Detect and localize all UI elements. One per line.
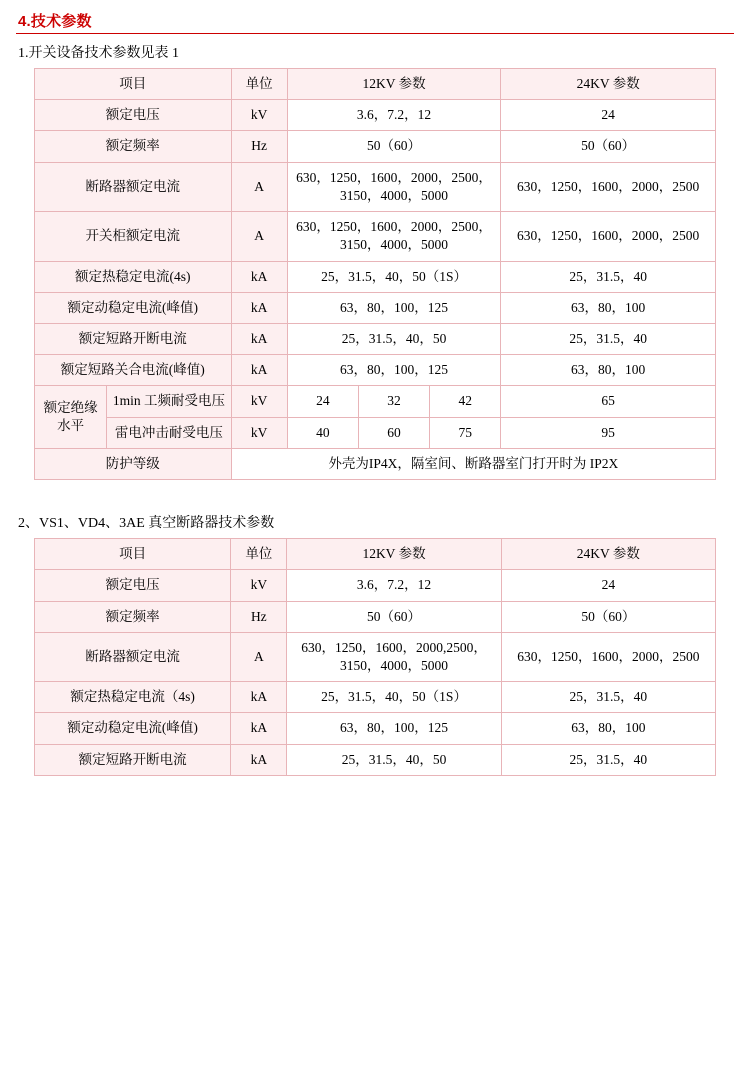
row-12kv: 25，31.5，40，50（1S） [287, 261, 501, 292]
row-12kv-a: 24 [287, 386, 358, 417]
row-24kv: 25，31.5，40 [501, 744, 715, 775]
row-12kv: 630，1250，1600，2000，2500，3150，4000，5000 [287, 212, 501, 261]
row-unit: A [231, 212, 287, 261]
row-unit: kV [231, 417, 287, 448]
row-unit: kV [231, 570, 287, 601]
table-row-insulation-2 [35, 417, 716, 448]
row-unit: kA [231, 323, 287, 354]
row-12kv: 50（60） [287, 131, 501, 162]
row-12kv: 3.6，7.2，12 [287, 100, 501, 131]
table-row-protection [35, 448, 716, 479]
row-unit: A [231, 632, 287, 681]
row-24kv: 630，1250，1600，2000，2500 [501, 162, 716, 211]
row-item: 额定电压 [35, 100, 232, 131]
header-unit: 单位 [231, 69, 287, 100]
table-row-insulation-1 [35, 386, 716, 417]
row-12kv-b: 32 [358, 386, 429, 417]
row-24kv: 630，1250，1600，2000，2500 [501, 632, 715, 681]
row-24kv: 25，31.5，40 [501, 323, 716, 354]
table-row [35, 261, 716, 292]
table-row [35, 632, 716, 681]
row-item: 额定短路开断电流 [35, 744, 231, 775]
row-item: 额定热稳定电流（4s) [35, 682, 231, 713]
row-item: 额定短路关合电流(峰值) [35, 355, 232, 386]
row-24kv: 63，80，100 [501, 355, 716, 386]
table2-caption: 2、VS1、VD4、3AE 真空断路器技术参数 [18, 516, 275, 532]
row-unit: kA [231, 261, 287, 292]
row-12kv: 630，1250，1600，2000,2500，3150，4000，5000 [287, 632, 501, 681]
row-item: 断路器额定电流 [35, 162, 232, 211]
row-item: 开关柜额定电流 [35, 212, 232, 261]
row-item: 额定频率 [35, 131, 232, 162]
row-12kv-b: 60 [358, 417, 429, 448]
row-item: 额定动稳定电流(峰值) [35, 713, 231, 744]
row-24kv: 63，80，100 [501, 713, 715, 744]
row-item: 防护等级 [35, 448, 232, 479]
table-row [35, 323, 716, 354]
row-unit: kA [231, 744, 287, 775]
table-row [35, 682, 716, 713]
table-row [35, 570, 716, 601]
header-12kv: 12KV 参数 [287, 539, 501, 570]
row-24kv: 25，31.5，40 [501, 261, 716, 292]
header-24kv: 24KV 参数 [501, 539, 715, 570]
table-row [35, 744, 716, 775]
row-12kv: 25，31.5，40，50 [287, 323, 501, 354]
header-item: 项目 [35, 539, 231, 570]
row-24kv: 50（60） [501, 601, 715, 632]
table-switchgear-specs [34, 68, 716, 480]
table-row [35, 162, 716, 211]
table-row [35, 355, 716, 386]
table1-caption: 1.开关设备技术参数见表 1 [18, 46, 179, 61]
table-row [35, 131, 716, 162]
row-unit: Hz [231, 601, 287, 632]
spacer [16, 480, 734, 508]
row-value: 外壳为IP4X，隔室间、断路器室门打开时为 IP2X [231, 448, 715, 479]
row-unit: kV [231, 100, 287, 131]
table-row [35, 212, 716, 261]
insulation-group-label: 额定绝缘水平 [35, 386, 107, 448]
row-unit: Hz [231, 131, 287, 162]
row-item: 额定短路开断电流 [35, 323, 232, 354]
row-item: 1min 工频耐受电压 [107, 386, 231, 417]
row-unit: kA [231, 292, 287, 323]
row-item: 雷电冲击耐受电压 [107, 417, 231, 448]
row-12kv: 50（60） [287, 601, 501, 632]
table-vacuum-breaker-specs [34, 538, 716, 776]
row-12kv: 63，80，100，125 [287, 713, 501, 744]
row-24kv: 25，31.5，40 [501, 682, 715, 713]
row-12kv: 25，31.5，40，50 [287, 744, 501, 775]
row-unit: A [231, 162, 287, 211]
table-header-row [35, 69, 716, 100]
row-24kv: 24 [501, 570, 715, 601]
header-unit: 单位 [231, 539, 287, 570]
table-row [35, 713, 716, 744]
table-row [35, 292, 716, 323]
row-item: 额定动稳定电流(峰值) [35, 292, 232, 323]
row-item: 额定频率 [35, 601, 231, 632]
row-unit: kA [231, 355, 287, 386]
row-24kv: 65 [501, 386, 716, 417]
row-12kv-c: 42 [430, 386, 501, 417]
table-row [35, 601, 716, 632]
row-item: 额定热稳定电流(4s) [35, 261, 232, 292]
row-24kv: 63，80，100 [501, 292, 716, 323]
row-12kv-a: 40 [287, 417, 358, 448]
row-12kv: 25，31.5，40，50（1S） [287, 682, 501, 713]
table-row [35, 100, 716, 131]
row-unit: kV [231, 386, 287, 417]
page-title: 4.技术参数 [18, 13, 92, 30]
row-12kv-c: 75 [430, 417, 501, 448]
row-24kv: 50（60） [501, 131, 716, 162]
header-24kv: 24KV 参数 [501, 69, 716, 100]
row-12kv: 63，80，100，125 [287, 355, 501, 386]
row-12kv: 3.6，7.2，12 [287, 570, 501, 601]
header-item: 项目 [35, 69, 232, 100]
row-24kv: 630，1250，1600，2000，2500 [501, 212, 716, 261]
row-24kv: 24 [501, 100, 716, 131]
row-unit: kA [231, 682, 287, 713]
row-12kv: 63，80，100，125 [287, 292, 501, 323]
table-header-row [35, 539, 716, 570]
row-24kv: 95 [501, 417, 716, 448]
row-12kv: 630，1250，1600，2000，2500，3150，4000，5000 [287, 162, 501, 211]
row-item: 断路器额定电流 [35, 632, 231, 681]
header-12kv: 12KV 参数 [287, 69, 501, 100]
row-item: 额定电压 [35, 570, 231, 601]
row-unit: kA [231, 713, 287, 744]
title-divider [16, 33, 734, 34]
